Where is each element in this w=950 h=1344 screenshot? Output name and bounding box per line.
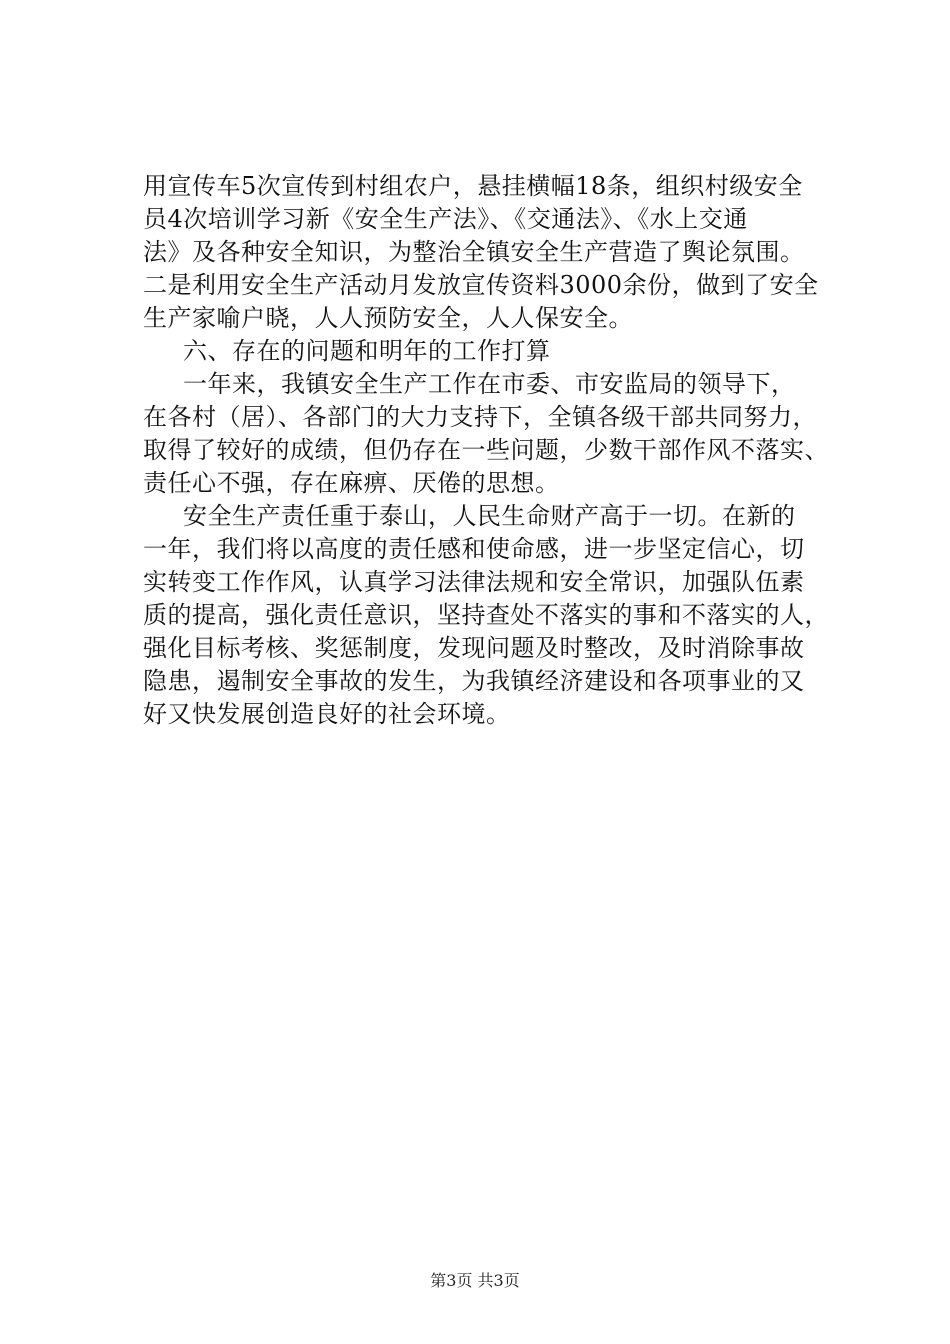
- text-line: 员4次培训学习新《安全生产法》、《交通法》、《水上交通: [143, 205, 748, 233]
- text-line: 责任心不强，存在麻痹、厌倦的思想。: [143, 469, 560, 497]
- page-number-footer: 第3页 共3页: [430, 1271, 520, 1290]
- text-line: 生产家喻户晓，人人预防安全，人人保安全。: [143, 304, 633, 332]
- document-body: [143, 170, 829, 731]
- text-line: 质的提高，强化责任意识，坚持查处不落实的事和不落实的人，: [143, 601, 829, 629]
- text-line: 用宣传车5次宣传到村组农户，悬挂横幅18条，组织村级安全: [143, 172, 803, 200]
- text-line: 实转变工作作风，认真学习法律法规和安全常识，加强队伍素: [143, 568, 805, 596]
- text-line: 安全生产责任重于泰山，人民生命财产高于一切。在新的: [183, 502, 796, 530]
- text-line: 强化目标考核、奖惩制度，发现问题及时整改，及时消除事故: [143, 634, 805, 662]
- text-line: 在各村（居）、各部门的大力支持下，全镇各级干部共同努力，: [143, 403, 817, 431]
- section-heading: 六、存在的问题和明年的工作打算: [183, 337, 551, 365]
- text-line: 隐患，遏制安全事故的发生，为我镇经济建设和各项事业的又: [143, 667, 805, 695]
- text-line: 法》及各种安全知识，为整治全镇安全生产营造了舆论氛围。: [143, 238, 805, 266]
- text-line: 二是利用安全生产活动月发放宣传资料3000余份，做到了安全: [143, 271, 819, 299]
- text-line: 一年来，我镇安全生产工作在市委、市安监局的领导下，: [183, 370, 796, 398]
- text-line: 取得了较好的成绩，但仍存在一些问题，少数干部作风不落实、: [143, 436, 829, 464]
- text-line: 好又快发展创造良好的社会环境。: [143, 700, 511, 728]
- text-line: 一年，我们将以高度的责任感和使命感，进一步坚定信心，切: [143, 535, 805, 563]
